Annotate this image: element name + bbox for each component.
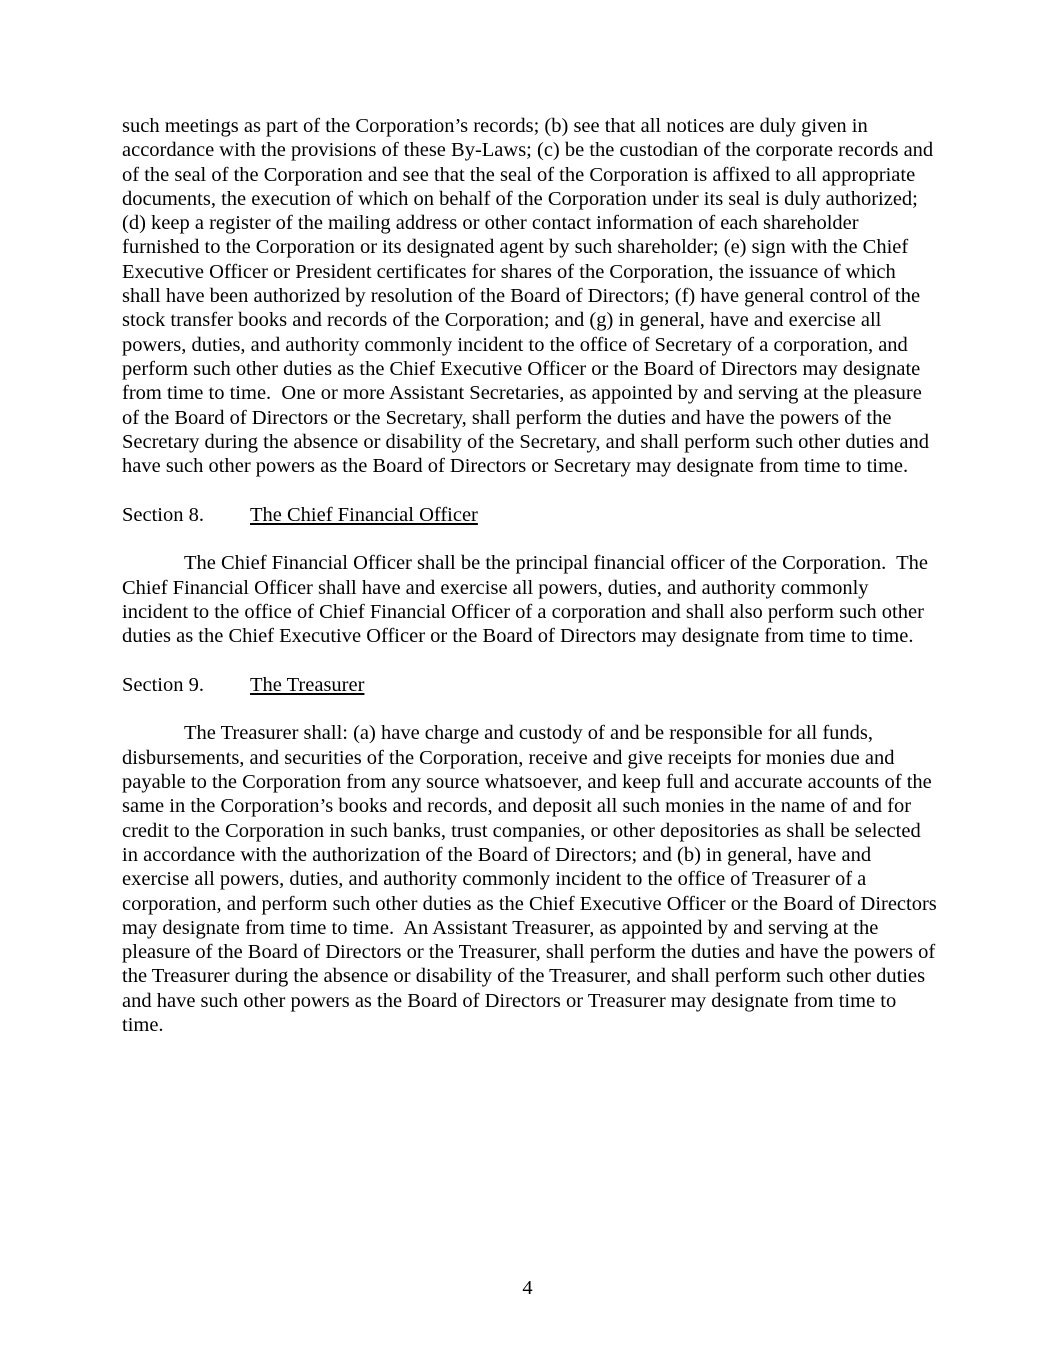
section-8-label: Section 8.	[122, 503, 204, 526]
page-number: 4	[522, 1277, 533, 1299]
section-9-heading	[122, 673, 938, 697]
paragraph-chief-financial-officer: The Chief Financial Officer shall be the principal financial officer of the Corporation. The Chief Financial Officer shall have and exercise all powers, duties, and authority commonly incident to the office of Chief Financial Officer of a corporation and shall also perform such other duties as the Chief Executive Officer or the Board of Directors may designate from time to time.	[122, 552, 934, 648]
section-9-label: Section 9.	[122, 673, 204, 696]
section-8-title: The Chief Financial Officer	[250, 503, 478, 526]
paragraph-treasurer: The Treasurer shall: (a) have charge and custody of and be responsible for all funds, disbursements, and securities of the Corporation, receive and give receipts for monies due and payable to the Corporation from any source whatsoever, and keep full and accurate accounts of the same in the Corporation’s books and records, and deposit all such monies in the name of and for credit to the Corporation in such banks, trust companies, or other depositories as shall be selected in accordance with the authorization of the Board of Directors; and (b) in general, have and exercise all powers, duties, and authority commonly incident to the office of Treasurer of a corporation, and perform such other duties as the Chief Executive Officer or the Board of Directors may designate from time to time. An Assistant Treasurer, as appointed by and serving at the pleasure of the Board of Directors or the Treasurer, shall perform the duties and have the powers of the Treasurer during the absence or disability of the Treasurer, and shall perform such other duties and have such other powers as the Board of Directors or Treasurer may designate from time to time.	[122, 722, 942, 1036]
section-8-heading	[122, 503, 938, 527]
paragraph-secretary-duties-continuation: such meetings as part of the Corporation’s records; (b) see that all notices are duly given in accordance with the provisions of these By-Laws; (c) be the custodian of the corporate records and of the seal of the Corporation and see that the seal of the Corporation is affixed to all appropriate documents, the execution of which on behalf of the Corporation under its seal is duly authorized; (d) keep a register of the mailing address or other contact information of each shareholder furnished to the Corporation or its designated agent by such shareholder; (e) sign with the Chief Executive Officer or President certificates for shares of the Corporation, the issuance of which shall have been authorized by resolution of the Board of Directors; (f) have general control of the stock transfer books and records of the Corporation; and (g) in general, have and exercise all powers, duties, and authority commonly incident to the office of Secretary of a corporation, and perform such other duties as the Chief Executive Officer or the Board of Directors may designate from time to time. One or more Assistant Secretaries, as appointed by and serving at the pleasure of the Board of Directors or the Secretary, shall perform the duties and have the powers of the Secretary during the absence or disability of the Secretary, and shall perform such other duties and have such other powers as the Board of Directors or Secretary may designate from time to time.	[122, 115, 939, 478]
section-9-title: The Treasurer	[250, 673, 365, 696]
page-content	[122, 114, 942, 1062]
